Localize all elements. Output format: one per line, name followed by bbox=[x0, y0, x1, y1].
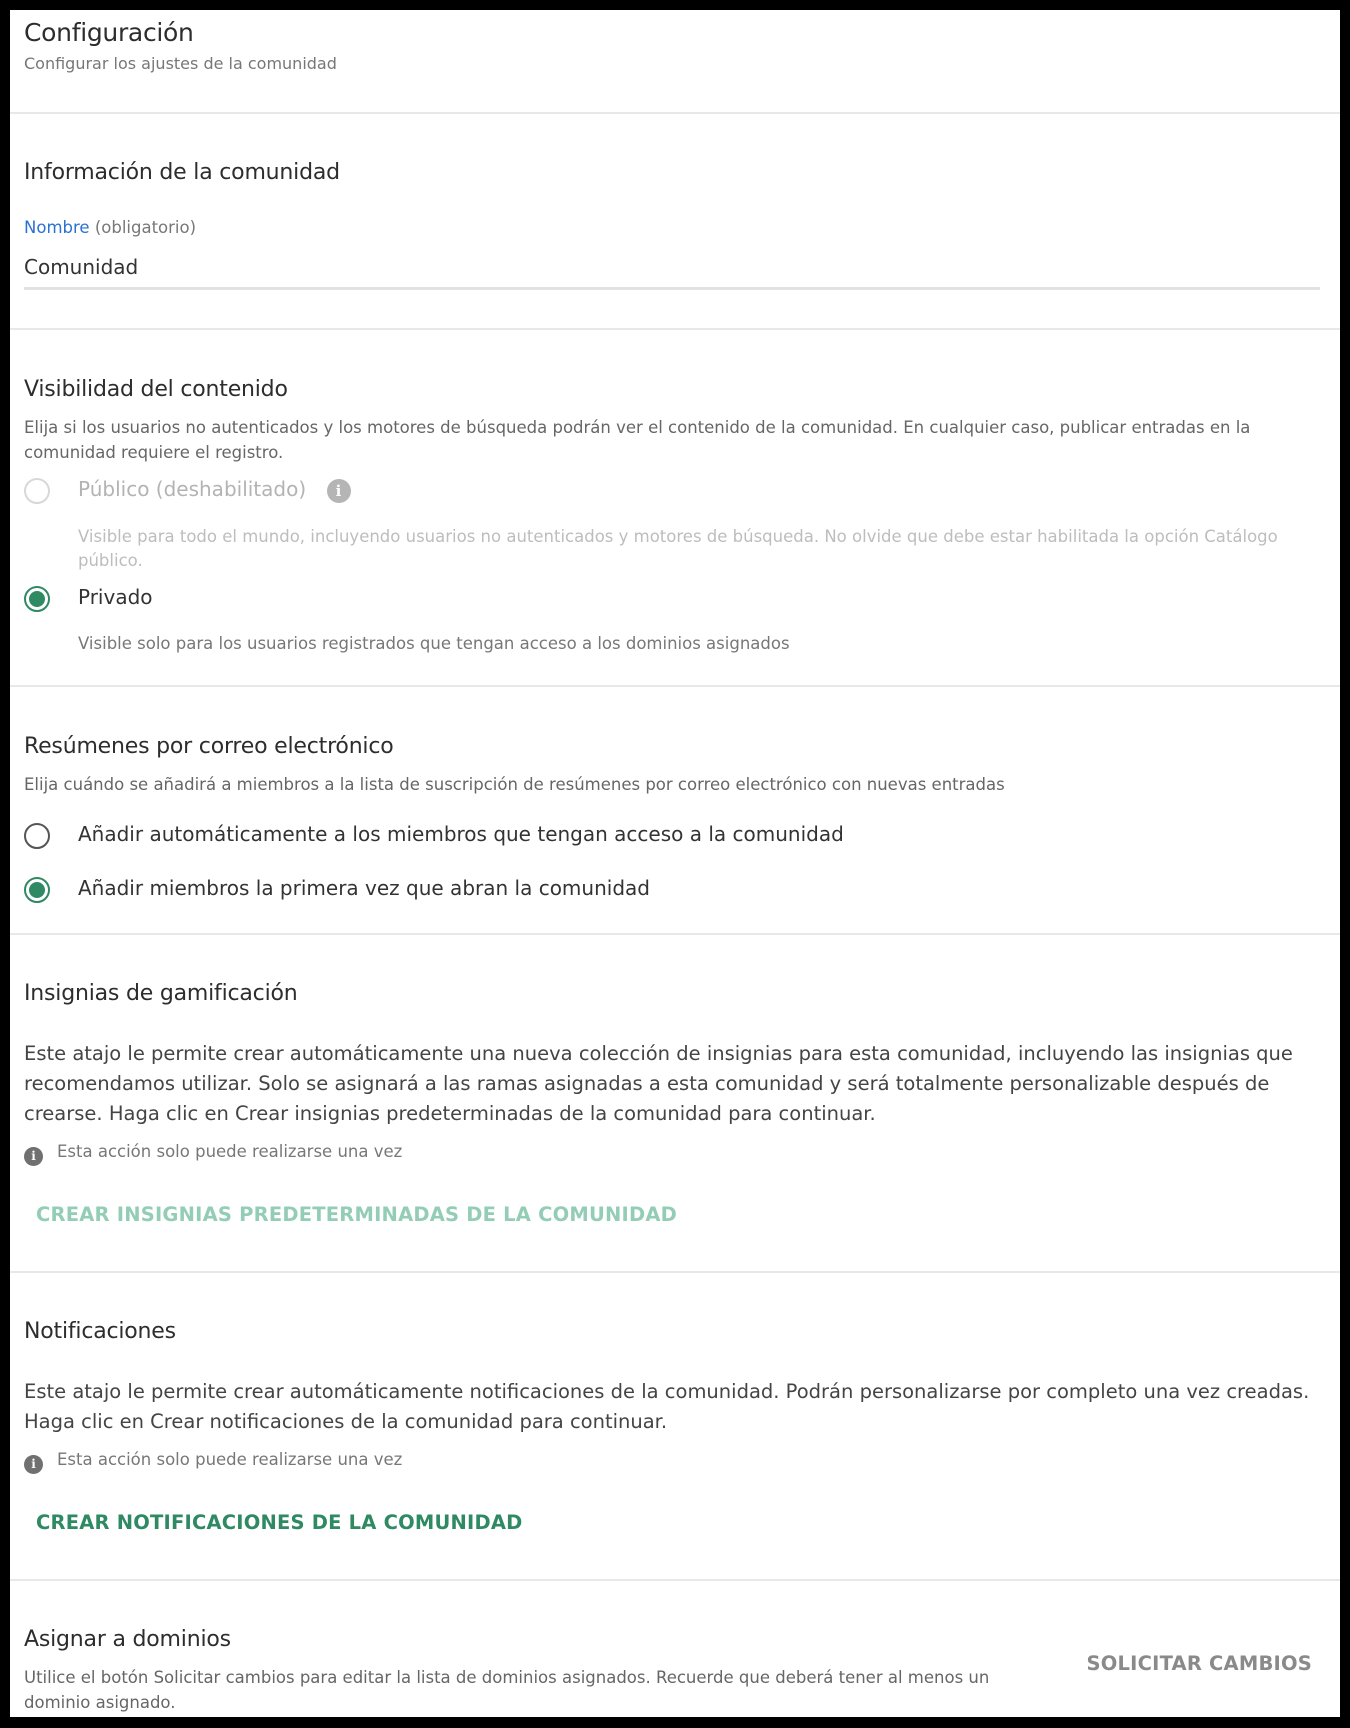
section-title: Asignar a dominios bbox=[24, 1627, 231, 1652]
once-note: i Esta acción solo puede realizarse una vez bbox=[24, 1142, 402, 1166]
name-field-label bbox=[24, 218, 196, 237]
section-title: Resúmenes por correo electrónico bbox=[24, 734, 394, 759]
section-gamification-badges bbox=[10, 935, 1340, 1273]
section-title: Insignias de gamificación bbox=[24, 981, 298, 1006]
community-name-input[interactable] bbox=[24, 247, 1320, 290]
radio-help-public: Visible para todo el mundo, incluyendo usuarios no autenticados y motores de búsqueda. No olvide que debe estar habilitada la opción Catálogo público. bbox=[78, 527, 1278, 570]
radio-help-private: Visible solo para los usuarios registrados que tengan acceso a los dominios asignados bbox=[78, 634, 790, 653]
info-icon: i bbox=[24, 1455, 43, 1474]
name-label: Nombre bbox=[24, 218, 90, 237]
info-icon: i bbox=[24, 1147, 43, 1166]
info-icon[interactable]: i bbox=[327, 479, 351, 503]
create-default-badges-button[interactable]: CREAR INSIGNIAS PREDETERMINADAS DE LA COMUNIDAD bbox=[24, 1197, 689, 1232]
request-changes-button[interactable]: SOLICITAR CAMBIOS bbox=[1075, 1646, 1325, 1681]
section-notifications bbox=[10, 1273, 1340, 1581]
section-assign-domains bbox=[10, 1581, 1340, 1717]
section-body: Este atajo le permite crear automáticamente notificaciones de la comunidad. Podrán personalizarse por completo una vez creadas. Haga clic en Crear notificaciones de la comunidad para continuar. bbox=[24, 1380, 1310, 1433]
radio-label: Añadir automáticamente a los miembros que tengan acceso a la comunidad bbox=[78, 822, 844, 846]
radio-button[interactable] bbox=[24, 478, 50, 504]
radio-button[interactable] bbox=[24, 877, 50, 903]
radio-label: Público (deshabilitado) i bbox=[78, 477, 351, 503]
radio-label: Privado bbox=[78, 585, 153, 609]
create-notifications-button[interactable]: CREAR NOTIFICACIONES DE LA COMUNIDAD bbox=[24, 1505, 535, 1540]
section-title: Notificaciones bbox=[24, 1319, 176, 1344]
required-hint: (obligatorio) bbox=[94, 218, 197, 237]
once-note: i Esta acción solo puede realizarse una vez bbox=[24, 1450, 402, 1474]
page-title: Configuración bbox=[24, 18, 194, 47]
section-community-info bbox=[10, 114, 1340, 330]
settings-panel bbox=[10, 10, 1340, 1717]
page-subtitle: Configurar los ajustes de la comunidad bbox=[24, 54, 337, 73]
section-description: Elija cuándo se añadirá a miembros a la lista de suscripción de resúmenes por correo electrónico con nuevas entradas bbox=[24, 775, 1005, 794]
radio-button[interactable] bbox=[24, 586, 50, 612]
section-description: Elija si los usuarios no autenticados y los motores de búsqueda podrán ver el contenido de la comunidad. En cualquier caso, publicar entradas en la comunidad requiere el registro. bbox=[24, 418, 1251, 462]
section-description: Utilice el botón Solicitar cambios para editar la lista de dominios asignados. Recuerde que deberá tener al menos un dominio asignado. bbox=[24, 1668, 990, 1712]
section-visibility bbox=[10, 330, 1340, 687]
radio-label: Añadir miembros la primera vez que abran la comunidad bbox=[78, 876, 650, 900]
section-title: Visibilidad del contenido bbox=[24, 377, 288, 402]
radio-button[interactable] bbox=[24, 823, 50, 849]
page-header bbox=[10, 10, 1340, 114]
section-email-digests bbox=[10, 687, 1340, 935]
section-body: Este atajo le permite crear automáticamente una nueva colección de insignias para esta comunidad, incluyendo las insignias que recomendamos utilizar. Solo se asignará a las ramas asignadas a esta comunidad y será totalmente personalizable después de crearse. Haga clic en Crear insignias predeterminadas de la comunidad para continuar. bbox=[24, 1042, 1293, 1125]
section-title: Información de la comunidad bbox=[24, 160, 340, 185]
